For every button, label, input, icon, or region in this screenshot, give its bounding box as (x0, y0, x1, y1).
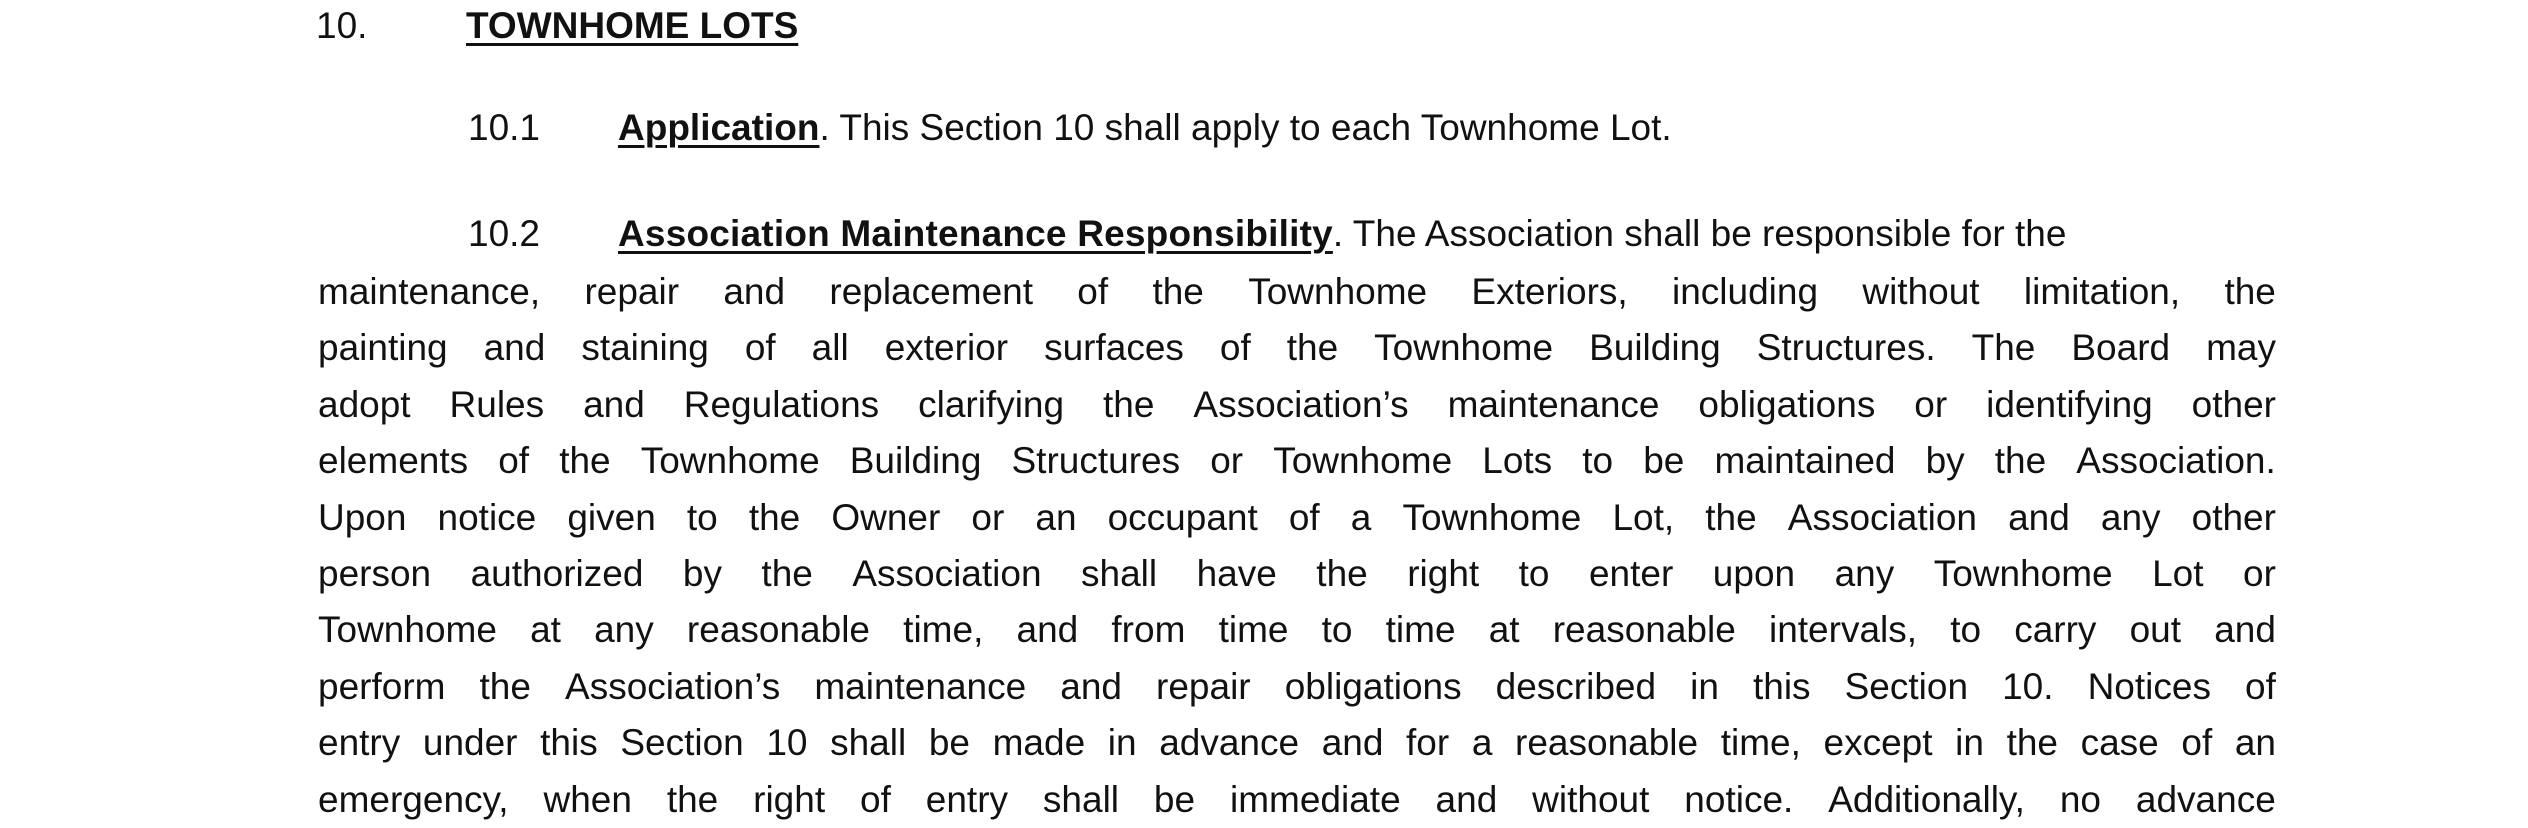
word: described (1495, 665, 1657, 707)
word: 10 (766, 722, 808, 764)
subsection-text: . This Section 10 shall apply to each Townhome Lot. (819, 107, 1672, 148)
word: Townhome (318, 609, 497, 651)
word: of (498, 440, 530, 482)
word: of (1288, 496, 1320, 538)
word: intervals, (1768, 609, 1918, 651)
word: Association’s (565, 665, 781, 707)
paragraph-line (318, 490, 2276, 546)
word: Association (852, 552, 1042, 594)
word: may (2206, 327, 2276, 369)
word: person (318, 552, 432, 594)
word: other (2191, 496, 2276, 538)
word: clarifying (918, 383, 1065, 425)
word: shall (1081, 552, 1158, 594)
word: without (1532, 778, 1650, 820)
word: Townhome (1273, 440, 1453, 482)
word: made (992, 722, 1086, 764)
word: adopt (318, 383, 411, 425)
word: all (811, 327, 849, 369)
word: immediate (1229, 778, 1401, 820)
word: Association. (2076, 440, 2276, 482)
word: time, (1720, 722, 1801, 764)
section-number: 10. (316, 5, 368, 46)
paragraph-line (318, 546, 2276, 602)
word: at (1488, 609, 1520, 651)
word: and (583, 383, 645, 425)
word: maintenance (814, 665, 1027, 707)
word: entry (925, 778, 1009, 820)
word: except (1823, 722, 1933, 764)
word: and (1435, 778, 1498, 820)
word: Structures (1011, 440, 1181, 482)
word: time (1385, 609, 1456, 651)
word: Owner (831, 496, 941, 538)
subsection-title: Association Maintenance Responsibility (618, 213, 1333, 254)
word: and (483, 327, 546, 369)
word: Exteriors, (1471, 271, 1628, 312)
word: Lot (2152, 552, 2204, 594)
word: no (2059, 778, 2102, 820)
word: a (1471, 722, 1493, 764)
word: reasonable (1515, 722, 1699, 764)
word: or (1914, 383, 1948, 425)
word: Lots (1482, 440, 1553, 482)
word: the (2006, 722, 2058, 764)
word: this (540, 722, 598, 764)
word: Townhome (1374, 327, 1554, 369)
word: have (1196, 552, 1277, 594)
subsection-10-1 (468, 104, 1672, 152)
word: and (1016, 609, 1079, 651)
word: replacement (829, 271, 1033, 312)
word: the (2224, 271, 2276, 312)
word: and (1060, 665, 1122, 707)
word: the (1103, 383, 1155, 425)
word: upon (1712, 552, 1796, 594)
word: given (567, 496, 656, 538)
word: case (2080, 722, 2159, 764)
word: and (723, 271, 786, 312)
word: the (1286, 327, 1339, 369)
word: other (2191, 383, 2276, 425)
word: to (1582, 440, 1614, 482)
word: time (1218, 609, 1289, 651)
word: from (1111, 609, 1186, 651)
word: shall (830, 722, 907, 764)
word: The (1971, 327, 2036, 369)
word: the (666, 778, 719, 820)
word: and (2214, 609, 2276, 651)
word: Building (1589, 327, 1721, 369)
word: Association (1787, 496, 1977, 538)
word: of (744, 327, 776, 369)
word: Regulations (683, 383, 880, 425)
word: of (1077, 271, 1109, 312)
word: exterior (884, 327, 1009, 369)
word: painting (318, 327, 448, 369)
section-title: TOWNHOME LOTS (466, 5, 799, 46)
word: at (530, 609, 561, 651)
word: to (1950, 609, 1982, 651)
paragraph-line (318, 772, 2276, 828)
word: an (1035, 496, 1077, 538)
word: right (1407, 552, 1480, 594)
word: Lot, (1612, 496, 1675, 538)
paragraph-line (318, 433, 2276, 489)
word: entry (318, 722, 401, 764)
word: shall (1042, 778, 1120, 820)
word: including (1671, 271, 1819, 312)
subsection-number: 10.1 (468, 107, 541, 148)
word: enter (1588, 552, 1674, 594)
word: this (1752, 665, 1811, 707)
word: Additionally, (1828, 778, 2025, 820)
word: be (1153, 778, 1196, 820)
word: Townhome (640, 440, 820, 482)
word: Rules (449, 383, 545, 425)
word: identifying (1986, 383, 2153, 425)
word: any (594, 609, 654, 651)
word: limitation, (2023, 271, 2181, 312)
word: authorized (470, 552, 644, 594)
word: when (543, 778, 632, 820)
word: Structures. (1756, 327, 1936, 369)
word: maintenance (1447, 383, 1660, 425)
word: reasonable (686, 609, 871, 651)
word: by (682, 552, 722, 594)
word: Association’s (1193, 383, 1409, 425)
word: emergency, (318, 778, 509, 820)
paragraph-line (318, 320, 2276, 376)
subsection-first-line-text: . The Association shall be responsible for the (1332, 213, 2067, 254)
word: repair (584, 271, 680, 312)
word: maintained (1714, 440, 1896, 482)
word: staining (581, 327, 709, 369)
word: Notices (2087, 665, 2211, 707)
word: to (686, 496, 718, 538)
word: the (761, 552, 813, 594)
word: any (1834, 552, 1895, 594)
word: of (2181, 722, 2213, 764)
word: reasonable (1552, 609, 1736, 651)
subsection-10-2-body (318, 264, 2276, 828)
word: of (860, 778, 891, 820)
word: surfaces (1044, 327, 1184, 369)
word: time, (903, 609, 984, 651)
word: in (1690, 665, 1719, 707)
word: obligations (1698, 383, 1876, 425)
paragraph-line (318, 602, 2276, 658)
word: or (971, 496, 1005, 538)
word: Townhome (1248, 271, 1428, 312)
word: in (1955, 722, 1984, 764)
word: elements (318, 440, 469, 482)
word: the (559, 440, 611, 482)
subsection-number: 10.2 (468, 213, 541, 254)
subsection-10-2-first-line (468, 210, 2276, 258)
word: 10. (2002, 665, 2054, 707)
word: a (1350, 496, 1372, 538)
word: be (928, 722, 970, 764)
word: by (1925, 440, 1965, 482)
paragraph-line (318, 377, 2276, 433)
word: Townhome (1933, 552, 2113, 594)
paragraph-line (318, 659, 2276, 715)
word: notice (437, 496, 537, 538)
word: be (1643, 440, 1685, 482)
word: Board (2071, 327, 2171, 369)
word: advance (1159, 722, 1300, 764)
word: Section (620, 722, 744, 764)
word: for (1406, 722, 1450, 764)
paragraph-line (318, 264, 2276, 320)
word: the (1994, 440, 2047, 482)
word: carry (2014, 609, 2097, 651)
word: occupant (1107, 496, 1258, 538)
word: or (1210, 440, 1244, 482)
word: out (2129, 609, 2182, 651)
word: the (479, 665, 531, 707)
word: an (2234, 722, 2276, 764)
word: and (2008, 496, 2070, 538)
word: the (1316, 552, 1368, 594)
word: the (1705, 496, 1757, 538)
word: Upon (318, 496, 407, 538)
word: of (2245, 665, 2276, 707)
word: the (748, 496, 801, 538)
word: advance (2135, 778, 2276, 820)
word: or (2243, 552, 2276, 594)
word: maintenance, (318, 271, 541, 312)
word: in (1107, 722, 1137, 764)
word: Building (849, 440, 982, 482)
word: right (753, 778, 826, 820)
word: to (1518, 552, 1550, 594)
paragraph-line (318, 715, 2276, 771)
word: Section (1844, 665, 1969, 707)
word: obligations (1284, 665, 1462, 707)
word: the (1152, 271, 1204, 312)
word: of (1219, 327, 1251, 369)
word: under (422, 722, 518, 764)
subsection-title: Application (618, 107, 820, 148)
section-heading (316, 2, 798, 50)
word: Townhome (1402, 496, 1582, 538)
word: any (2100, 496, 2161, 538)
word: to (1321, 609, 1353, 651)
word: notice. (1684, 778, 1794, 820)
word: perform (318, 665, 446, 707)
word: repair (1156, 665, 1251, 707)
word: and (1321, 722, 1384, 764)
word: without (1862, 271, 1980, 312)
